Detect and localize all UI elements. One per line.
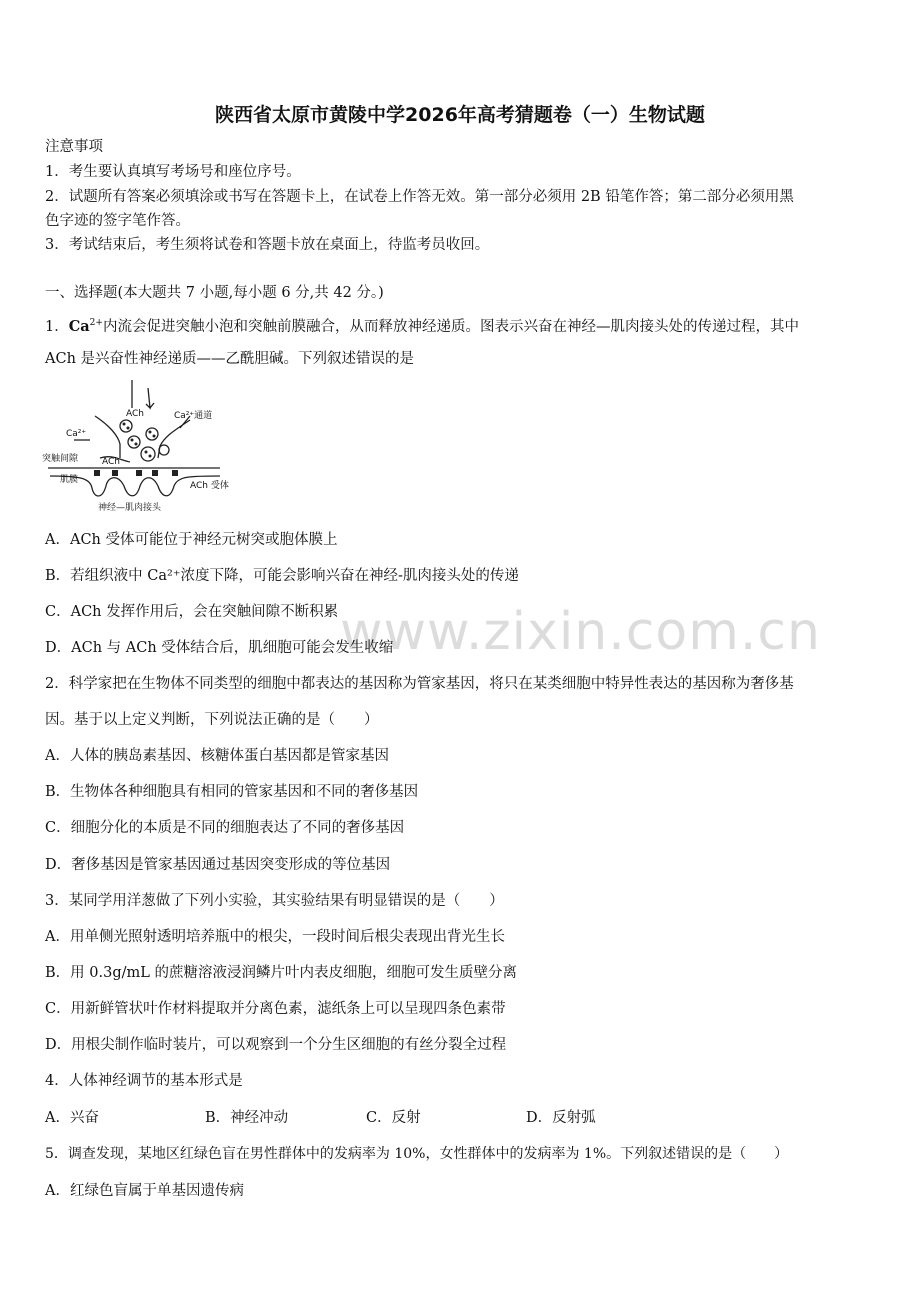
diagram-label-ach-top: ACh — [126, 409, 144, 419]
question-3-option-c: C．用新鲜管状叶作材料提取并分离色素，滤纸条上可以呈现四条色素带 — [45, 1001, 506, 1017]
notice-item: 色字迹的签字笔作答。 — [45, 213, 190, 229]
diagram-label-ca: Ca²⁺ — [66, 429, 87, 439]
question-3-option-a: A．用单侧光照射透明培养瓶中的根尖，一段时间后根尖表现出背光生长 — [45, 929, 505, 945]
diagram-label-receptor: ACh 受体 — [190, 481, 229, 491]
diagram-label-ca-channel: Ca²⁺通道 — [174, 411, 213, 421]
question-1-stem: 1．$Ca^{2+}$内流会促进突触小泡和突触前膜融合，从而释放神经递质。图表示兴奋在神经—肌肉接头处的传递过程，其中 — [45, 317, 799, 335]
question-4-option-b: B．神经冲动 — [205, 1110, 289, 1126]
diagram-label-membrane: 肌膜 — [60, 475, 79, 485]
question-1-option-a: A．ACh 受体可能位于神经元树突或胞体膜上 — [45, 532, 338, 548]
question-4-option-c: C．反射 — [366, 1110, 421, 1126]
notice-item: 3．考试结束后，考生须将试卷和答题卡放在桌面上，待监考员收回。 — [45, 237, 490, 253]
question-4-option-d: D．反射弧 — [526, 1110, 596, 1126]
question-2-stem: 2．科学家把在生物体不同类型的细胞中都表达的基因称为管家基因，将只在某类细胞中特异性表达的基因称为奢侈基 — [45, 676, 794, 692]
question-2-option-c: C．细胞分化的本质是不同的细胞表达了不同的奢侈基因 — [45, 820, 405, 836]
question-2-stem-2: 因。基于以上定义判断，下列说法正确的是（ ） — [45, 712, 379, 728]
question-3-option-d: D．用根尖制作临时装片，可以观察到一个分生区细胞的有丝分裂全过程 — [45, 1037, 507, 1053]
diagram-label-ach-mid: ACh — [102, 457, 120, 467]
question-1-option-b: B．若组织液中 Ca²⁺浓度下降，可能会影响兴奋在神经-肌肉接头处的传递 — [45, 568, 519, 584]
question-5-stem: 5．调查发现，某地区红绿色盲在男性群体中的发病率为 10%，女性群体中的发病率为 1%。下列叙述错误的是（ ） — [45, 1146, 789, 1162]
nerve-muscle-junction-diagram — [40, 378, 250, 518]
notice-item: 2．试题所有答案必须填涂或书写在答题卡上，在试卷上作答无效。第一部分必须用 2B 铅笔作答；第二部分必须用黑 — [45, 189, 794, 205]
diagram-caption: 神经—肌肉接头 — [98, 503, 162, 513]
question-3-stem: 3．某同学用洋葱做了下列小实验，其实验结果有明显错误的是（ ） — [45, 893, 504, 909]
section-title: 一、选择题(本大题共 7 小题,每小题 6 分,共 42 分。) — [45, 285, 384, 301]
question-1-option-d: D．ACh 与 ACh 受体结合后，肌细胞可能会发生收缩 — [45, 640, 394, 656]
question-5-option-a: A．红绿色盲属于单基因遗传病 — [45, 1183, 244, 1199]
notice-item: 1．考生要认真填写考场号和座位序号。 — [45, 164, 301, 180]
page-title: 陕西省太原市黄陵中学2026年高考猜题卷（一）生物试题 — [215, 104, 705, 126]
watermark: www.zixin.com.cn — [340, 602, 821, 662]
question-2-option-d: D．奢侈基因是管家基因通过基因突变形成的等位基因 — [45, 857, 391, 873]
question-3-option-b: B．用 0.3g/mL 的蔗糖溶液浸润鳞片叶内表皮细胞，细胞可发生质壁分离 — [45, 965, 517, 981]
question-1-option-c: C．ACh 发挥作用后，会在突触间隙不断积累 — [45, 604, 339, 620]
question-4-option-a: A．兴奋 — [45, 1110, 99, 1126]
diagram-label-cleft: 突触间隙 — [42, 454, 79, 464]
question-2-option-a: A．人体的胰岛素基因、核糖体蛋白基因都是管家基因 — [45, 748, 389, 764]
notice-heading: 注意事项 — [45, 139, 103, 155]
question-2-option-b: B．生物体各种细胞具有相同的管家基因和不同的奢侈基因 — [45, 784, 419, 800]
question-1-stem-2: ACh 是兴奋性神经递质——乙酰胆碱。下列叙述错误的是 — [45, 351, 415, 367]
question-4-stem: 4．人体神经调节的基本形式是 — [45, 1073, 243, 1089]
